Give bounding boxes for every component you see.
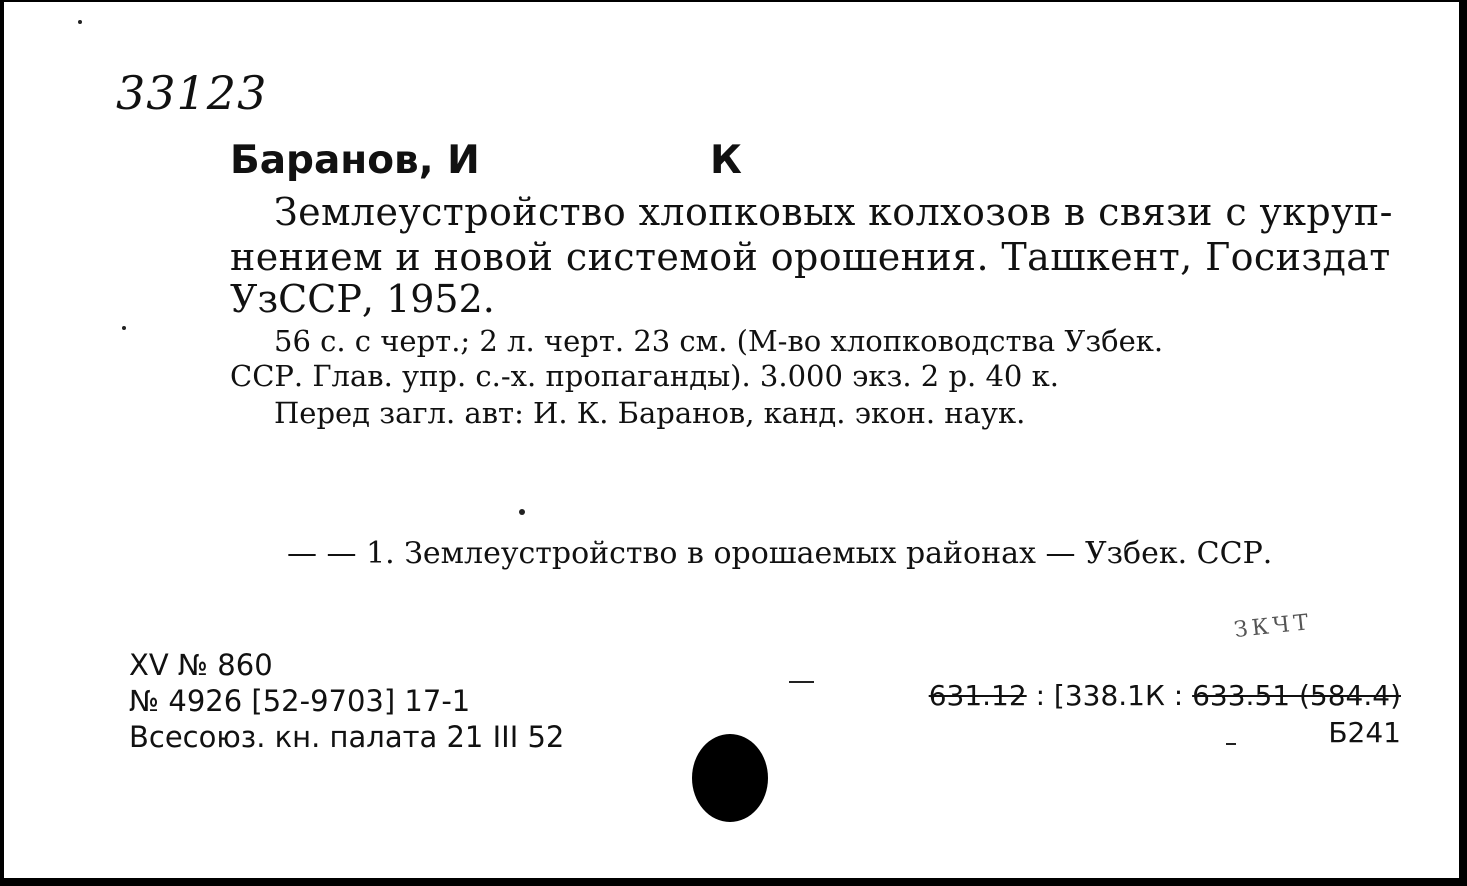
author-initial: К bbox=[710, 138, 742, 183]
footer-line: XV № 860 bbox=[129, 648, 273, 682]
title-line: Землеустройство хлопковых колхозов в связи с укруп- bbox=[274, 190, 1393, 234]
collation-line: 56 с. с черт.; 2 л. черт. 23 см. (М-во хлопководства Узбек. bbox=[274, 324, 1164, 358]
author-note: Перед загл. авт: И. К. Баранов, канд. экон. наук. bbox=[274, 396, 1026, 430]
card-edge-right bbox=[1459, 0, 1467, 886]
footer-line: Всесоюз. кн. палата 21 III 52 bbox=[129, 720, 565, 754]
subject-entry: — — 1. Землеустройство в орошаемых районах — Узбек. ССР. bbox=[287, 536, 1273, 571]
speck bbox=[519, 509, 525, 515]
classification-middle: : [338.1К : bbox=[1026, 679, 1193, 712]
catalog-card bbox=[4, 2, 1459, 878]
author-name: Баранов, И bbox=[230, 138, 480, 183]
speck bbox=[78, 20, 82, 24]
faded-stamp: ЗКЧТ bbox=[1232, 609, 1314, 644]
title-line: нением и новой системой орошения. Ташкент, Госиздат bbox=[230, 235, 1391, 279]
title-line: УзССР, 1952. bbox=[230, 277, 495, 321]
speck bbox=[122, 326, 126, 330]
paper-specks bbox=[4, 2, 1459, 878]
collation-line: ССР. Глав. упр. с.-х. пропаганды). 3.000 экз. 2 р. 40 к. bbox=[230, 359, 1059, 393]
accession-number: 33123 bbox=[116, 66, 268, 120]
card-edge-bottom bbox=[0, 880, 1467, 886]
classification-tail: 633.51 (584.4) bbox=[1192, 679, 1401, 712]
call-code: Б241 bbox=[1328, 716, 1401, 749]
footer-line: № 4926 [52-9703] 17-1 bbox=[129, 684, 471, 718]
classification-struck: 631.12 bbox=[928, 679, 1027, 712]
